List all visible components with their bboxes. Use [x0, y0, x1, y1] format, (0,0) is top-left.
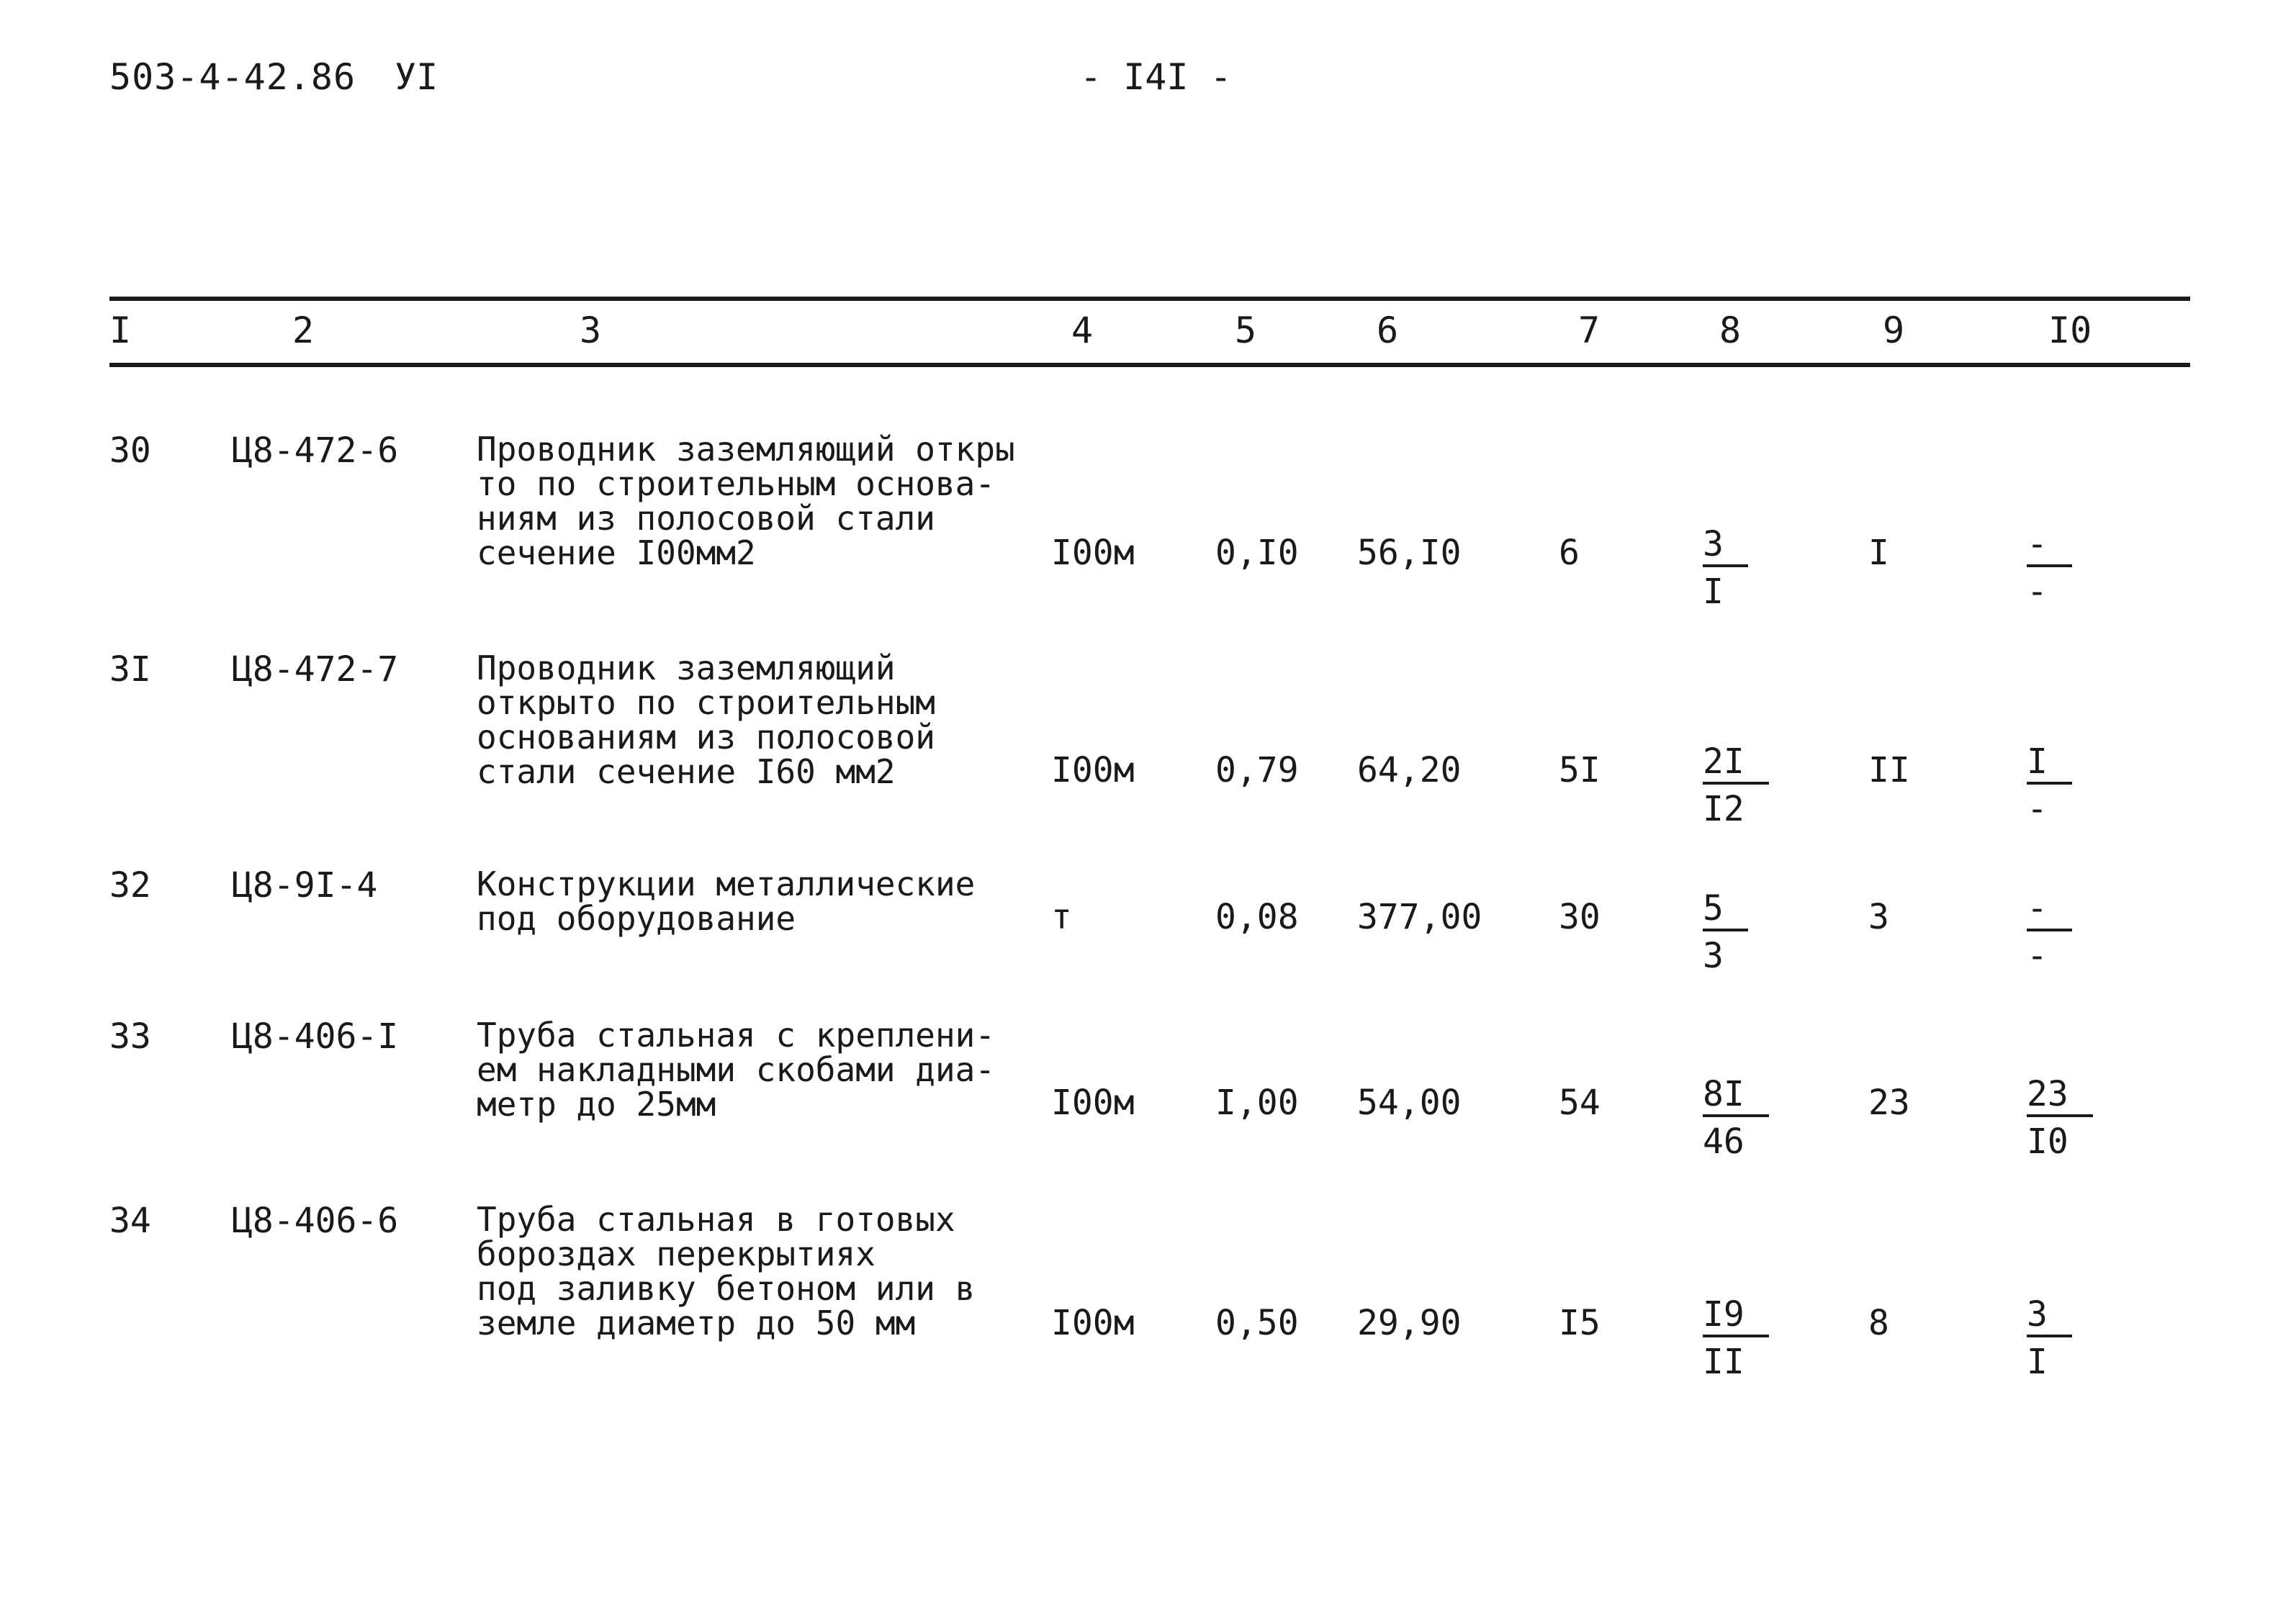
norm-code: Ц8-406-6 — [232, 1201, 399, 1241]
page-number: - I4I - — [1080, 56, 1232, 98]
norm-code: Ц8-472-7 — [232, 649, 399, 690]
column-header-10: I0 — [2048, 310, 2092, 351]
work-description: Проводник заземляющий откры то по строительным основа- ниям из полосовой стали сечение I00мм2 — [477, 430, 1015, 572]
unit: I00м — [1051, 1083, 1135, 1123]
doc-section: УI — [395, 56, 438, 98]
column-header-1: I — [109, 310, 132, 351]
unit: т — [1051, 897, 1072, 937]
unit-price: 377,00 — [1357, 897, 1482, 937]
col10-fraction: - - — [2027, 888, 2072, 976]
col9-value: 3 — [1868, 897, 1889, 937]
column-header-5: 5 — [1235, 310, 1257, 351]
unit-price: 29,90 — [1357, 1303, 1462, 1343]
work-description: Труба стальная в готовых бороздах перекрытиях под заливку бетоном или в земле диаметр до 50 мм — [477, 1200, 976, 1342]
work-description: Труба стальная с креплени- ем накладными скобами диа- метр до 25мм — [477, 1016, 996, 1124]
norm-code: Ц8-406-I — [232, 1016, 399, 1057]
table-top-rule — [109, 297, 2190, 301]
col10-fraction: $\frac{3}{I}$ — [2027, 1294, 2072, 1382]
work-description: Проводник заземляющий открыто по строительным основаниям из полосовой стали сечение I60 мм2 — [477, 649, 935, 791]
work-description: Конструкции металлические под оборудование — [477, 865, 976, 938]
col8-fraction: $\frac{I9}{II}$ — [1703, 1294, 1769, 1382]
doc-code: 503-4-42.86 — [109, 56, 356, 98]
unit: I00м — [1051, 533, 1135, 573]
col8-fraction: $\frac{5}{3}$ — [1703, 888, 1748, 976]
unit-price: 54,00 — [1357, 1083, 1462, 1123]
quantity: 0,50 — [1215, 1303, 1299, 1343]
total-cost: 30 — [1559, 897, 1601, 937]
row-number: 34 — [109, 1201, 151, 1241]
col8-fraction: $\frac{8I}{46}$ — [1703, 1074, 1769, 1162]
quantity: 0,I0 — [1215, 533, 1299, 573]
column-header-8: 8 — [1719, 310, 1742, 351]
column-header-7: 7 — [1578, 310, 1601, 351]
total-cost: 6 — [1559, 533, 1580, 573]
unit-price: 64,20 — [1357, 750, 1462, 790]
quantity: 0,08 — [1215, 897, 1299, 937]
column-header-3: 3 — [580, 310, 602, 351]
col9-value: II — [1868, 750, 1910, 790]
row-number: 30 — [109, 430, 151, 471]
table-header-rule — [109, 363, 2190, 367]
column-header-9: 9 — [1883, 310, 1905, 351]
column-header-4: 4 — [1071, 310, 1094, 351]
quantity: I,00 — [1215, 1083, 1299, 1123]
col8-fraction: $\frac{2I}{I2}$ — [1703, 741, 1769, 829]
total-cost: 54 — [1559, 1083, 1601, 1123]
row-number: 33 — [109, 1016, 151, 1057]
col9-value: I — [1868, 533, 1889, 573]
unit-price: 56,I0 — [1357, 533, 1462, 573]
col8-fraction: $\frac{3}{I}$ — [1703, 524, 1748, 612]
col10-fraction: I - — [2027, 741, 2072, 829]
column-header-6: 6 — [1377, 310, 1399, 351]
col10-fraction: $\frac{23}{I0}$ — [2027, 1074, 2093, 1162]
col10-fraction: - - — [2027, 524, 2072, 612]
total-cost: I5 — [1559, 1303, 1601, 1343]
col9-value: 23 — [1868, 1083, 1910, 1123]
unit: I00м — [1051, 1303, 1135, 1343]
total-cost: 5I — [1559, 750, 1601, 790]
row-number: 3I — [109, 649, 151, 690]
column-header-2: 2 — [292, 310, 315, 351]
norm-code: Ц8-472-6 — [232, 430, 399, 471]
quantity: 0,79 — [1215, 750, 1299, 790]
col9-value: 8 — [1868, 1303, 1889, 1343]
norm-code: Ц8-9I-4 — [232, 865, 378, 906]
unit: I00м — [1051, 750, 1135, 790]
row-number: 32 — [109, 865, 151, 906]
